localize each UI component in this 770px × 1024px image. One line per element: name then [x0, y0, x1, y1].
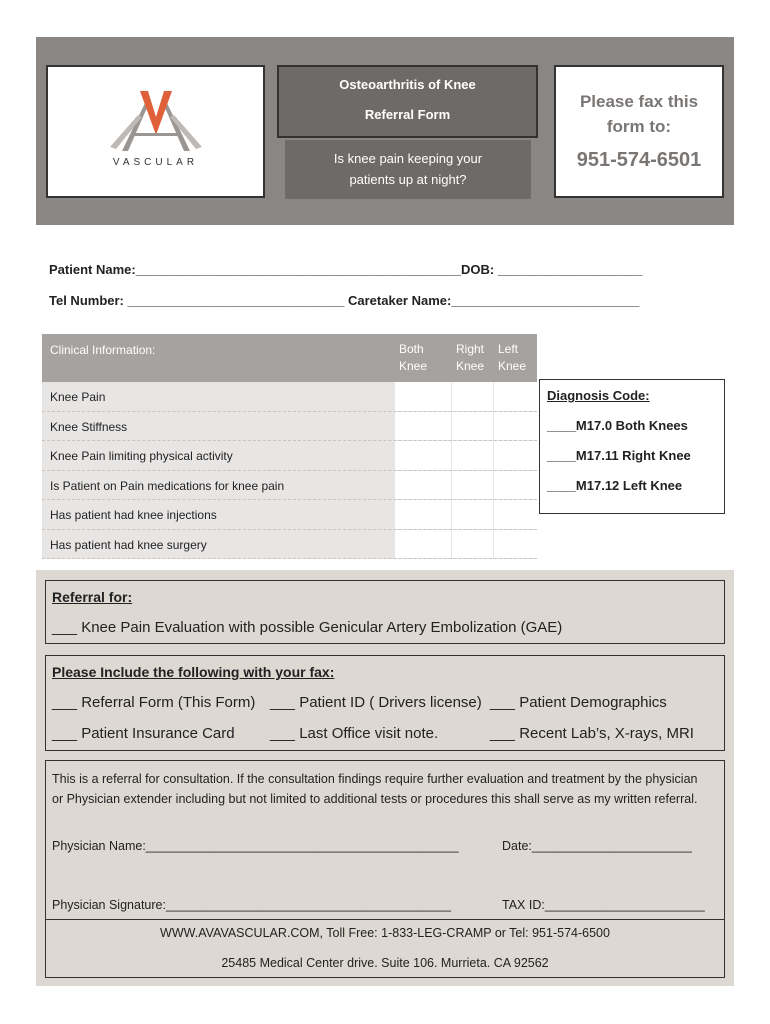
- checkbox-cell-left[interactable]: [493, 471, 537, 500]
- col-left-line-2: Knee: [498, 359, 527, 373]
- fax-box: [554, 65, 724, 198]
- clinical-row-label: Has patient had knee injections: [50, 508, 217, 522]
- fax-instruction: [556, 89, 722, 139]
- checkbox-cell-both[interactable]: [394, 412, 451, 441]
- clinical-row-label: Knee Stiffness: [50, 419, 128, 434]
- ava-logo-icon: [98, 87, 214, 157]
- clinical-row-label: Is Patient on Pain medications for knee pain: [50, 478, 285, 493]
- checkbox-cell-right[interactable]: [451, 500, 493, 529]
- clinical-row: [42, 412, 537, 442]
- checkbox-cell-right[interactable]: [451, 441, 493, 470]
- clinical-table-header: [42, 334, 537, 382]
- col-left-knee: [498, 341, 526, 375]
- physician-name-field[interactable]: Physician Name:_____________________________________________: [52, 839, 459, 853]
- checkbox-cell-left[interactable]: [493, 500, 537, 529]
- fax-number: 951-574-6501: [576, 149, 702, 171]
- checkbox-cell-right[interactable]: [451, 382, 493, 411]
- clinical-row-label: Has patient had knee surgery: [50, 537, 207, 552]
- form-title-box: [277, 65, 538, 138]
- consultation-box: [45, 760, 725, 920]
- diagnosis-code-right[interactable]: ____M17.11 Right Knee: [547, 448, 691, 463]
- checkbox-cell-both[interactable]: [394, 530, 451, 559]
- clinical-row-label: Knee Pain limiting physical activity: [50, 449, 233, 463]
- fax-instruction-line-1: Please fax this: [579, 92, 699, 111]
- consultation-disclaimer: This is a referral for consultation. If the consultation findings require further evaluation and treatment by the physician or Physician extender including but not limited to additional tests or procedures this shall serve as my written referral.: [52, 772, 698, 806]
- tagline-line-1: Is knee pain keeping your: [333, 151, 483, 166]
- checkbox-cell-left[interactable]: [493, 530, 537, 559]
- checkbox-cell-right[interactable]: [451, 530, 493, 559]
- include-insurance-card[interactable]: ___ Patient Insurance Card: [52, 725, 235, 742]
- form-subtitle: Referral Form: [364, 107, 451, 122]
- include-labs-xrays[interactable]: ___ Recent Lab’s, X-rays, MRI: [490, 725, 694, 742]
- clinical-header-label: Clinical Information:: [50, 343, 156, 357]
- patient-name-dob-line[interactable]: Patient Name:_____________________________________________DOB: ____________________: [49, 262, 643, 277]
- checkbox-cell-both[interactable]: [394, 382, 451, 411]
- date-field[interactable]: Date:_______________________: [502, 839, 692, 853]
- logo-box: [46, 65, 265, 198]
- physician-signature-field[interactable]: Physician Signature:_________________________________________: [52, 898, 451, 912]
- checkbox-cell-both[interactable]: [394, 441, 451, 470]
- logo-wordmark: VASCULAR: [112, 157, 199, 168]
- diagnosis-box: [539, 379, 725, 514]
- col-both-line-2: Knee: [399, 359, 428, 373]
- include-referral-form[interactable]: ___ Referral Form (This Form): [52, 694, 256, 711]
- header-band: [36, 37, 734, 225]
- fax-instruction-line-2: form to:: [606, 117, 672, 136]
- clinical-row: [42, 530, 537, 560]
- clinical-row: [42, 441, 537, 471]
- col-both-knee: [399, 341, 427, 375]
- diagnosis-title: Diagnosis Code:: [547, 388, 650, 403]
- tax-id-field[interactable]: TAX ID:_______________________: [502, 898, 705, 912]
- referral-for-title: Referral for:: [52, 589, 133, 605]
- tel-caretaker-line[interactable]: Tel Number: ______________________________ Caretaker Name:__________________________: [49, 293, 640, 308]
- checkbox-cell-right[interactable]: [451, 412, 493, 441]
- col-right-line-2: Knee: [456, 359, 485, 373]
- checkbox-cell-left[interactable]: [493, 382, 537, 411]
- checkbox-cell-right[interactable]: [451, 471, 493, 500]
- clinical-row-label: Knee Pain: [50, 390, 106, 404]
- tagline-line-2: patients up at night?: [349, 172, 467, 187]
- clinical-row: [42, 500, 537, 530]
- checkbox-cell-both[interactable]: [394, 500, 451, 529]
- include-title: Please Include the following with your fax:: [52, 664, 335, 680]
- include-office-visit[interactable]: ___ Last Office visit note.: [270, 725, 439, 742]
- col-right-line-1: Right: [456, 342, 485, 356]
- referral-gae-option[interactable]: ___ Knee Pain Evaluation with possible Genicular Artery Embolization (GAE): [52, 619, 563, 636]
- form-title: Osteoarthritis of Knee: [339, 77, 476, 92]
- referral-for-box: [45, 580, 725, 644]
- col-both-line-1: Both: [399, 342, 424, 356]
- include-demographics[interactable]: ___ Patient Demographics: [490, 694, 667, 711]
- footer-box: [45, 918, 725, 978]
- referral-panel: [36, 570, 734, 986]
- checkbox-cell-both[interactable]: [394, 471, 451, 500]
- footer-address: 25485 Medical Center drive. Suite 106. Murrieta. CA 92562: [221, 956, 549, 970]
- include-patient-id[interactable]: ___ Patient ID ( Drivers license): [270, 694, 482, 711]
- diagnosis-code-both[interactable]: ____M17.0 Both Knees: [547, 418, 688, 433]
- footer-contact: WWW.AVAVASCULAR.COM, Toll Free: 1-833-LEG-CRAMP or Tel: 951-574-6500: [160, 926, 610, 940]
- checkbox-cell-left[interactable]: [493, 441, 537, 470]
- clinical-row: [42, 471, 537, 501]
- diagnosis-code-left[interactable]: ____M17.12 Left Knee: [547, 478, 683, 493]
- clinical-rows: [42, 382, 537, 559]
- clinical-table: [42, 334, 537, 559]
- col-right-knee: [456, 341, 484, 375]
- tagline-box: [284, 139, 532, 200]
- col-left-line-1: Left: [498, 342, 519, 356]
- include-box: [45, 655, 725, 751]
- clinical-row: [42, 382, 537, 412]
- checkbox-cell-left[interactable]: [493, 412, 537, 441]
